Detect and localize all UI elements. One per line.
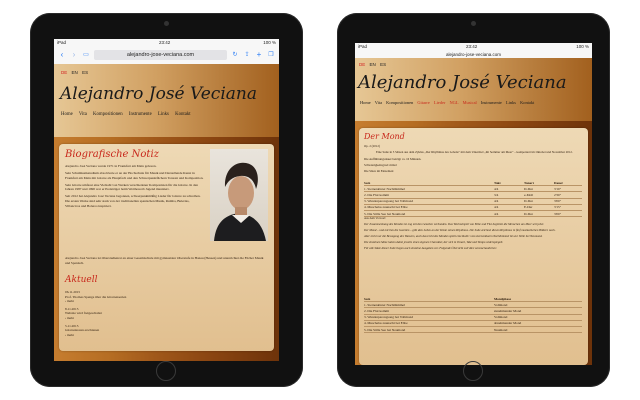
- table-header: Satz Mondphase: [364, 296, 582, 302]
- nav-links[interactable]: Links: [157, 112, 169, 117]
- news-item: [65, 307, 185, 321]
- tabs-icon[interactable]: ❐: [268, 52, 274, 58]
- clock: 23:42: [465, 44, 478, 49]
- table-row: 1. Sternenklarer Nachthimmel Vollmond: [364, 302, 582, 308]
- table-row: 2. Die Flut kommt zunehmender Mond: [364, 308, 582, 314]
- left-screen: [54, 39, 279, 361]
- address-bar[interactable]: alejandro-jose-veciana.com: [355, 50, 592, 59]
- nav-ngl[interactable]: NGL: [449, 100, 459, 105]
- opus-number: Op. 2 (2012): [364, 144, 380, 148]
- nav-kompositionen[interactable]: Kompositionen: [93, 112, 123, 117]
- camera: [164, 21, 169, 26]
- intro-text: Eine Suite in 5 Sätzen aus dem Zyklus „Der Rhythmus des Lebens" mit dem Untertitel „Im Sommer am Meer" – komponiert im Oktober und November 2012.: [376, 150, 573, 155]
- news-date: 5.11.2015: [65, 323, 79, 328]
- description-text: [364, 216, 582, 253]
- movements-table: [364, 180, 582, 217]
- right-ipad: [337, 13, 610, 387]
- table-row: 2. Die Flut kommt 3/4 e-Moll 2'30": [364, 192, 582, 198]
- nav-gitarre[interactable]: Gitarre: [417, 100, 430, 105]
- news-title: Aktuell: [65, 275, 98, 285]
- table-row: 5. Die Stille See bei Neumond Neumond: [364, 327, 582, 333]
- back-icon[interactable]: ‹: [60, 50, 64, 59]
- left-ipad: [30, 13, 303, 387]
- news-date: 8.11.2015: [65, 306, 79, 311]
- news-more-link[interactable]: › mehr: [65, 299, 74, 304]
- lang-en[interactable]: EN: [369, 62, 376, 67]
- refresh-icon[interactable]: ↻: [232, 52, 238, 58]
- website: [355, 58, 592, 365]
- share-icon[interactable]: ⇪: [244, 52, 250, 58]
- table-row: 3. Wunderparongsong bei Vollmond 4/4 D-Dur 3'00": [364, 199, 582, 205]
- news-list: [65, 290, 185, 337]
- nav-musical[interactable]: Musical: [462, 100, 477, 105]
- nav-instrumente[interactable]: Instrumente: [128, 112, 152, 117]
- clock: 23:42: [158, 40, 171, 45]
- content-panel: [59, 144, 274, 351]
- site-logo[interactable]: Alejandro José Veciana: [358, 72, 567, 93]
- work-title: Der Mond: [364, 132, 405, 141]
- language-switcher: [61, 70, 88, 75]
- bio-text: [65, 164, 205, 211]
- nav-links[interactable]: Links: [505, 100, 516, 105]
- work-details: [364, 144, 582, 175]
- right-screen: [355, 43, 592, 365]
- bio-title: Biografische Notiz: [65, 149, 159, 160]
- lang-en[interactable]: EN: [71, 70, 78, 75]
- lang-de[interactable]: DE: [61, 70, 68, 75]
- news-item: [65, 290, 185, 304]
- movements-label: Die Sätze im Einzelnen:: [364, 169, 394, 174]
- address-bar[interactable]: alejandro-jose-veciana.com: [94, 50, 227, 60]
- portrait-photo: [210, 149, 268, 241]
- news-more-link[interactable]: › mehr: [65, 315, 74, 320]
- description-paragraph: Die einzelnen Sätze haben dabei jeweils einen eigenen Charakter, der sich in Tonart, Takt und Tempo widerspiegelt.: [364, 240, 504, 245]
- nav-kompositionen[interactable]: Kompositionen: [386, 100, 414, 105]
- description-paragraph: Der Zusammenhang des Mondes ist eng mit den Gezeiten verbunden. Das Wechselspiel von Ebbe und Flut begleitet die Menschen am Meer seit jeher.: [364, 222, 545, 227]
- bio-paragraph: Alejandro José Veciana wurde 1971 in Frankfurt am Main geboren.: [65, 164, 157, 168]
- table-row: 5. Die Stille See bei Neumond 4/4 D-Dur 3'00": [364, 211, 582, 217]
- description-paragraph: Aber nicht nur die Bewegung des Wassers, auch das Licht des Mondes spielt eine Rolle: vom sternenklaren Nachthimmel bis zur Stille bei Neumond.: [364, 234, 543, 239]
- lang-de[interactable]: DE: [359, 62, 366, 67]
- battery-indicator: 100 %: [263, 40, 276, 45]
- news-text[interactable]: Prof. Thomas Spenge über die Gitarrenserien: [65, 294, 127, 299]
- bio-paragraph: Sein Gitarre umfasst eine Vielzahl von Werken verschiedener Komponisten für die Gitarre. In den Jahren 1987 und 1990 war er Preisträger beim Wettbewerb Jugend musiziert.: [65, 182, 198, 192]
- news-item: [65, 324, 185, 338]
- difficulty-text: Schwierigkeitsgrad: mittel: [364, 162, 397, 167]
- home-button[interactable]: [463, 361, 483, 381]
- bookmarks-icon[interactable]: ▭: [83, 52, 89, 58]
- news-text[interactable]: Website wird freigeschaltet: [65, 311, 103, 316]
- website: [54, 64, 279, 361]
- site-header: [355, 58, 592, 121]
- news-more-link[interactable]: › mehr: [65, 332, 74, 337]
- nav-vita[interactable]: Vita: [78, 112, 87, 117]
- table-row: 4. Muschelss zuunacht bei Ebbe abnehmender Mond: [364, 321, 582, 327]
- moonphase-table: [364, 296, 582, 333]
- home-button[interactable]: [156, 361, 176, 381]
- description-paragraph: Der Mond – und mit ihm die Gezeiten – gibt dem Leben an der Küste seinen Rhythmus. Die Suite zeichnet diesen Rhythmus in fünf musikalischen Bildern nach.: [364, 228, 556, 233]
- bio-paragraph: Sein Schulmusikstudium absolvierte er an der Hochschule für Musik und Darstellende Kunst in Frankfurt am Main mit Gitarre als Hauptfach und den Schwerpunktfächern Tonsatz und Komposition.: [65, 171, 204, 180]
- table-row: 3. Wunderparongsong bei Vollmond Vollmond: [364, 315, 582, 321]
- duration-text: Die Aufführungsdauer beträgt ca. 16 Minuten.: [364, 156, 422, 161]
- device-label: iPad: [57, 40, 67, 45]
- bio-paragraph: Seit 2012 hat Alejandro José Veciana begonnen, schwerpunktmäßig Lieder für Gitarre zu schreiben. Die ersten Werke sind sehr stark von der traditionellen spanischen Musik, Rumba, Bulerías, Villancicos und Boleros inspiriert.: [65, 194, 201, 208]
- table-row: 1. Sternenklarer Nachthimmel 4/4 D-Dur 3'10": [364, 186, 582, 192]
- news-date: 06.11.2015: [65, 290, 81, 294]
- nav-kontakt[interactable]: Kontakt: [175, 112, 191, 117]
- language-switcher: [359, 62, 386, 67]
- site-logo[interactable]: Alejandro José Veciana: [60, 84, 257, 104]
- nav-vita[interactable]: Vita: [374, 100, 383, 105]
- main-nav: [61, 112, 196, 117]
- lang-es[interactable]: ES: [82, 70, 89, 75]
- nav-home[interactable]: Home: [360, 100, 371, 105]
- camera: [471, 21, 476, 26]
- new-tab-icon[interactable]: +: [256, 50, 262, 59]
- status-bar: [54, 39, 279, 46]
- nav-kontakt[interactable]: Kontakt: [520, 100, 535, 105]
- content-panel: [359, 128, 588, 365]
- bio-paragraph: Alejandro José Veciana ist Oberstudienrat an einer Gesamtschule mit gymnasialer Oberstufe in Hanau (Hessen) und unterrichtet die Fächer Musik und Spanisch.: [65, 256, 264, 265]
- nav-instrumente[interactable]: Instrumente: [480, 100, 502, 105]
- browser-toolbar: [54, 46, 279, 65]
- bio-text-wide: [65, 256, 268, 268]
- forward-icon[interactable]: ›: [72, 50, 76, 59]
- battery-indicator: 100 %: [576, 44, 589, 49]
- table-header: Satz Takt Tonart Dauer: [364, 180, 582, 186]
- main-nav: [360, 100, 539, 105]
- news-text[interactable]: Gitarrennoten erschienen: [65, 328, 100, 333]
- device-label: iPad: [358, 44, 368, 49]
- nav-lieder[interactable]: Lieder: [433, 100, 446, 105]
- status-bar: [355, 43, 592, 50]
- lang-es[interactable]: ES: [380, 62, 387, 67]
- overview-line: Für alle Sätze dieser Suite liegen auch einzelne Ausgaben vor. Folgende Übersicht soll dies veranschaulichen:: [364, 246, 497, 251]
- site-header: [54, 64, 279, 137]
- description-paragraph: Aus dem Vorwort:: [364, 216, 387, 220]
- nav-home[interactable]: Home: [61, 112, 73, 117]
- table-row: 4. Muschelss zuunacht bei Ebbe 4/4 E-Dur 3'15": [364, 205, 582, 211]
